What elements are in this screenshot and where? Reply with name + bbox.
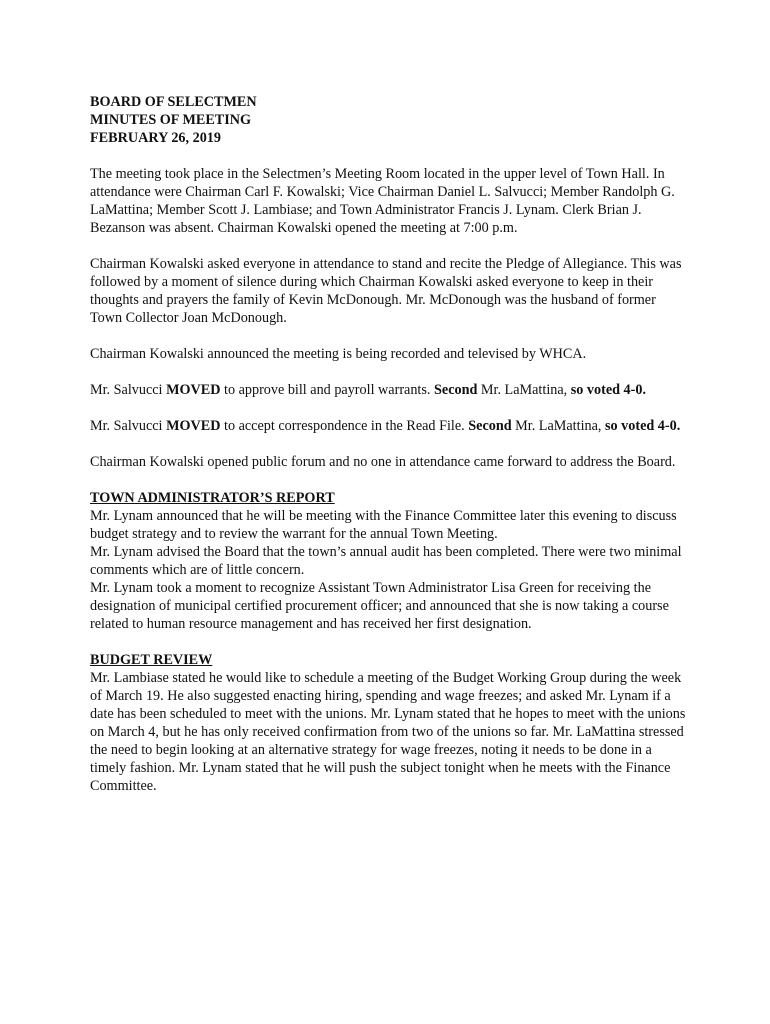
section-budget-review — [90, 651, 690, 795]
moved-keyword: MOVED — [166, 382, 221, 398]
document-page — [90, 93, 690, 813]
report-item: Mr. Lynam advised the Board that the town’s annual audit has been completed. There were two minimal comments which are of little concern. — [90, 544, 682, 578]
paragraph-public-forum: Chairman Kowalski opened public forum and no one in attendance came forward to address the Board. — [90, 454, 676, 470]
motion-text: Mr. Salvucci — [90, 418, 167, 434]
section-town-administrator-report — [90, 489, 690, 633]
report-item: Mr. Lynam took a moment to recognize Assistant Town Administrator Lisa Green for receiving the designation of municipal certified procurement officer; and announced that she is now taking a course related to human resource management and has received her first designation. — [90, 580, 669, 632]
motion-text: Mr. LaMattina, — [511, 418, 605, 434]
motion-text: Mr. LaMattina, — [477, 382, 571, 398]
vote-result: so voted 4-0. — [570, 382, 647, 398]
heading-minutes: MINUTES OF MEETING — [90, 112, 252, 128]
motion-text: Mr. Salvucci — [90, 382, 167, 398]
moved-keyword: MOVED — [166, 418, 221, 434]
heading-date: FEBRUARY 26, 2019 — [90, 130, 221, 146]
motion-text: to approve bill and payroll warrants. — [220, 382, 434, 398]
paragraph-recorded: Chairman Kowalski announced the meeting is being recorded and televised by WHCA. — [90, 346, 587, 362]
budget-review-text: Mr. Lambiase stated he would like to schedule a meeting of the Budget Working Group during the week of March 19. He also suggested enacting hiring, spending and wage freezes; and asked Mr. Lynam if a date has been scheduled to meet with the unions. Mr. Lynam stated that he hopes to meet with the unions on March 4, but he has only received confirmation from two of the unions so far. Mr. LaMattina stressed the need to begin looking at an alternative strategy for wage freezes, noting it needs to be done in a timely fashion. Mr. Lynam stated that he will push the subject tonight when he meets with the Finance Committee. — [90, 670, 686, 794]
paragraph-pledge: Chairman Kowalski asked everyone in attendance to stand and recite the Pledge of Allegiance. This was followed by a moment of silence during which Chairman Kowalski asked everyone to keep in their thoughts and prayers the family of Kevin McDonough. Mr. McDonough was the husband of former Town Collector Joan McDonough. — [90, 256, 682, 326]
document-heading — [90, 93, 690, 147]
paragraph-opening: The meeting took place in the Selectmen’s Meeting Room located in the upper level of Town Hall. In attendance were Chairman Carl F. Kowalski; Vice Chairman Daniel L. Salvucci; Member Randolph G. LaMattina; Member Scott J. Lambiase; and Town Administrator Francis J. Lynam. Clerk Brian J. Bezanson was absent. Chairman Kowalski opened the meeting at 7:00 p.m. — [90, 166, 675, 236]
section-title: BUDGET REVIEW — [90, 652, 213, 668]
motion-text: to accept correspondence in the Read File. — [220, 418, 469, 434]
second-keyword: Second — [468, 418, 512, 434]
heading-board: BOARD OF SELECTMEN — [90, 94, 257, 110]
motion-correspondence — [90, 417, 690, 435]
section-title: TOWN ADMINISTRATOR’S REPORT — [90, 490, 335, 506]
motion-warrants — [90, 381, 690, 399]
second-keyword: Second — [434, 382, 478, 398]
report-item: Mr. Lynam announced that he will be meeting with the Finance Committee later this evening to discuss budget strategy and to review the warrant for the annual Town Meeting. — [90, 508, 677, 542]
vote-result: so voted 4-0. — [605, 418, 681, 434]
